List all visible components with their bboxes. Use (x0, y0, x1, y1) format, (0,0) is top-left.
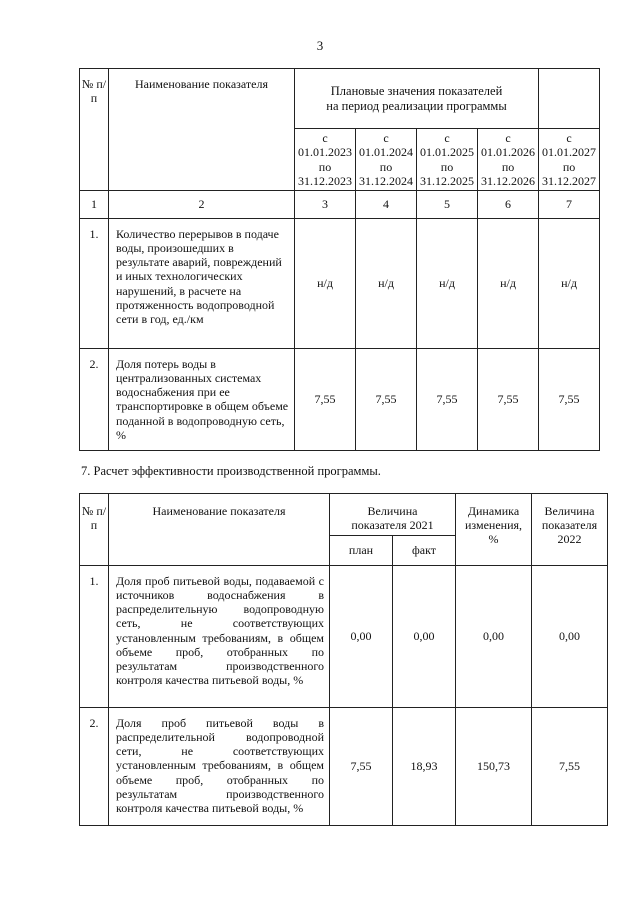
col-value2022-header: Величина показателя 2022 (532, 494, 608, 566)
row-value: 7,55 (539, 349, 600, 451)
row-plan: 7,55 (330, 708, 393, 826)
row-value: н/д (539, 219, 600, 349)
row-value: 7,55 (295, 349, 356, 451)
table-row (80, 708, 608, 826)
row-fact: 18,93 (393, 708, 456, 826)
page-number: 3 (316, 38, 324, 53)
table-row (80, 219, 600, 349)
row-name: Доля проб питьевой воды в распределительной водопроводной сети, не соответствующих установленным требованиям, в общем объеме проб, отобранных по результатам производственного контроля качества питьевой воды, % (109, 708, 330, 826)
table1-index-row (80, 191, 600, 219)
row-value: 7,55 (417, 349, 478, 451)
index-cell: 5 (417, 191, 478, 219)
table2-header-row (80, 494, 608, 536)
period-2027: с 01.01.2027 по 31.12.2027 (539, 129, 600, 191)
col-value2021-header: Величина показателя 2021 (330, 494, 456, 536)
row-number: 2. (80, 349, 109, 451)
index-cell: 1 (80, 191, 109, 219)
col-plan-header: Плановые значения показателей на период реализации программы (295, 69, 539, 129)
period-2026: с 01.01.2026 по 31.12.2026 (478, 129, 539, 191)
col-num-header: № п/п (80, 494, 109, 566)
row-value2022: 7,55 (532, 708, 608, 826)
index-cell: 2 (109, 191, 295, 219)
efficiency-table (79, 493, 608, 826)
row-dynamics: 150,73 (456, 708, 532, 826)
row-number: 1. (80, 566, 109, 708)
row-name: Доля потерь воды в централизованных системах водоснабжения при ее транспортировке в общем объеме поданной в водопроводную сеть, % (109, 349, 295, 451)
period-2024: с 01.01.2024 по 31.12.2024 (356, 129, 417, 191)
row-value2022: 0,00 (532, 566, 608, 708)
index-cell: 3 (295, 191, 356, 219)
row-dynamics: 0,00 (456, 566, 532, 708)
index-cell: 4 (356, 191, 417, 219)
table1-header-row (80, 69, 600, 129)
col-fact-header: факт (393, 536, 456, 566)
row-name: Доля проб питьевой воды, подаваемой с источников водоснабжения в распределительную водопроводную сеть, не соответствующих установленным требованиям, в общем объеме проб, отобранных по результатам производственного контроля качества питьевой воды, % (109, 566, 330, 708)
row-plan: 0,00 (330, 566, 393, 708)
index-cell: 7 (539, 191, 600, 219)
row-value: н/д (417, 219, 478, 349)
col-plan-header: план (330, 536, 393, 566)
row-value: 7,55 (478, 349, 539, 451)
index-cell: 6 (478, 191, 539, 219)
row-fact: 0,00 (393, 566, 456, 708)
row-value: н/д (295, 219, 356, 349)
col-name-header: Наименование показателя (109, 494, 330, 566)
section-7-title: 7. Расчет эффективности производственной программы. (81, 464, 381, 478)
period-2025: с 01.01.2025 по 31.12.2025 (417, 129, 478, 191)
period-2023: с 01.01.2023 по 31.12.2023 (295, 129, 356, 191)
row-number: 1. (80, 219, 109, 349)
col-num-header: № п/п (80, 69, 109, 191)
col-dynamics-header: Динамика изменения, % (456, 494, 532, 566)
col-name-header: Наименование показателя (109, 69, 295, 191)
row-number: 2. (80, 708, 109, 826)
table-row (80, 349, 600, 451)
row-value: н/д (478, 219, 539, 349)
table-row (80, 566, 608, 708)
row-value: н/д (356, 219, 417, 349)
header-empty-cell (539, 69, 600, 129)
row-value: 7,55 (356, 349, 417, 451)
row-name: Количество перерывов в подаче воды, произошедших в результате аварий, повреждений и иных технологических нарушений, в расчете на протяженность водопроводной сети в год, ед./км (109, 219, 295, 349)
planned-indicators-table (79, 68, 600, 451)
